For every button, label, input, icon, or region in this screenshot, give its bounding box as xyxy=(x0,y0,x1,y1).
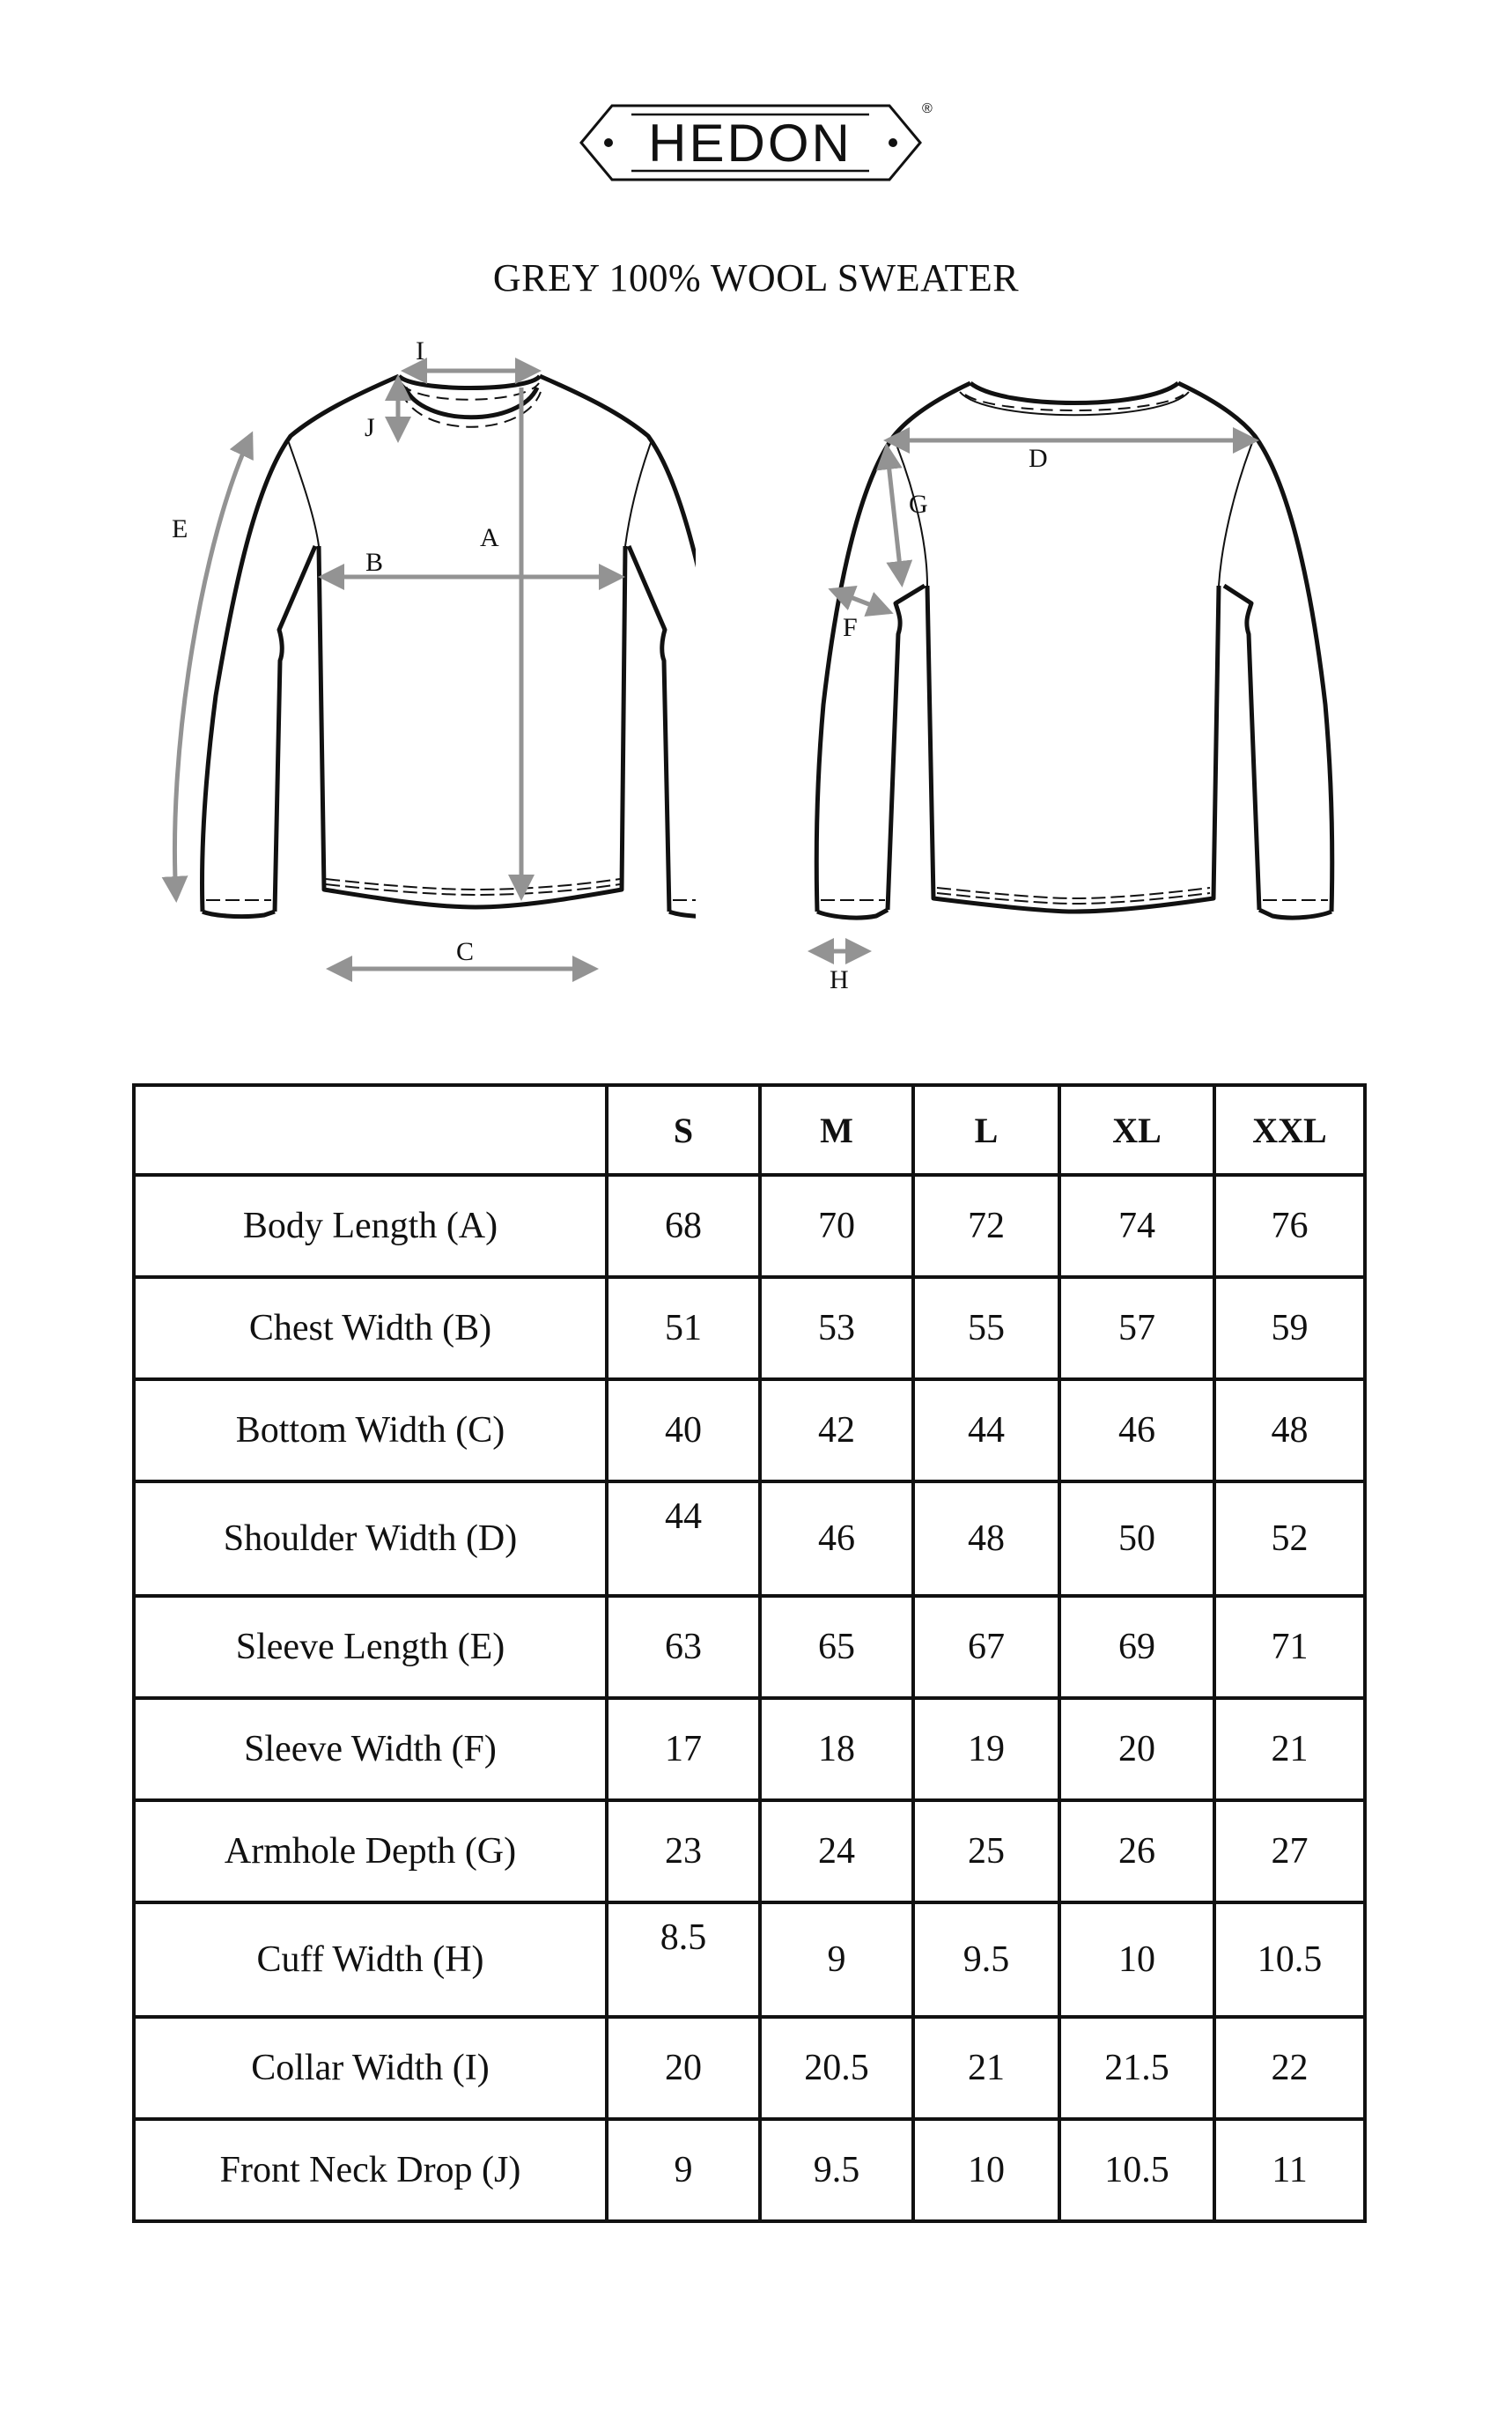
cell-value: 21 xyxy=(913,2017,1059,2119)
cell-value: 23 xyxy=(607,1800,760,1902)
label-a: A xyxy=(480,523,499,552)
cell-value: 9.5 xyxy=(913,1902,1059,2017)
cell-value: 70 xyxy=(760,1175,913,1277)
cell-value: 69 xyxy=(1059,1596,1214,1698)
cell-value: 48 xyxy=(913,1481,1059,1596)
table-row xyxy=(134,1698,1365,1800)
label-d: D xyxy=(1029,444,1048,473)
cell-value: 20.5 xyxy=(760,2017,913,2119)
cell-value: 10.5 xyxy=(1059,2119,1214,2221)
cell-value: 46 xyxy=(1059,1379,1214,1481)
cell-value: 76 xyxy=(1214,1175,1365,1277)
label-g: G xyxy=(909,490,928,519)
table-row xyxy=(134,2017,1365,2119)
cell-value: 21.5 xyxy=(1059,2017,1214,2119)
table-row xyxy=(134,1481,1365,1596)
size-header-l: L xyxy=(913,1085,1059,1175)
size-header-m: M xyxy=(760,1085,913,1175)
cell-value: 17 xyxy=(607,1698,760,1800)
cell-value: 44 xyxy=(607,1481,760,1596)
cell-value: 51 xyxy=(607,1277,760,1379)
table-header-row xyxy=(134,1085,1365,1175)
cell-value: 20 xyxy=(1059,1698,1214,1800)
row-label: Body Length (A) xyxy=(134,1175,607,1277)
cell-value: 9.5 xyxy=(760,2119,913,2221)
cell-value: 72 xyxy=(913,1175,1059,1277)
size-header-xxl: XXL xyxy=(1214,1085,1365,1175)
label-j: J xyxy=(365,413,375,442)
label-b: B xyxy=(365,548,384,577)
row-label: Armhole Depth (G) xyxy=(134,1800,607,1902)
registered-mark: ® xyxy=(922,101,933,116)
cell-value: 42 xyxy=(760,1379,913,1481)
cell-value: 44 xyxy=(913,1379,1059,1481)
cell-value: 11 xyxy=(1214,2119,1365,2221)
cell-value: 63 xyxy=(607,1596,760,1698)
table-row xyxy=(134,1596,1365,1698)
cell-value: 50 xyxy=(1059,1481,1214,1596)
cell-value: 52 xyxy=(1214,1481,1365,1596)
label-c: C xyxy=(456,937,475,966)
row-label: Collar Width (I) xyxy=(134,2017,607,2119)
cell-value: 10 xyxy=(1059,1902,1214,2017)
row-label: Sleeve Width (F) xyxy=(134,1698,607,1800)
cell-value: 46 xyxy=(760,1481,913,1596)
cell-value: 20 xyxy=(607,2017,760,2119)
cell-value: 8.5 xyxy=(607,1902,760,2017)
cell-value: 24 xyxy=(760,1800,913,1902)
cell-value: 68 xyxy=(607,1175,760,1277)
cell-value: 18 xyxy=(760,1698,913,1800)
row-label: Sleeve Length (E) xyxy=(134,1596,607,1698)
label-h: H xyxy=(830,965,849,994)
cell-value: 53 xyxy=(760,1277,913,1379)
size-chart-table xyxy=(132,1083,1367,2223)
corner-cell xyxy=(134,1085,607,1175)
cell-value: 10 xyxy=(913,2119,1059,2221)
cell-value: 71 xyxy=(1214,1596,1365,1698)
table-row xyxy=(134,1800,1365,1902)
cell-value: 9 xyxy=(607,2119,760,2221)
size-header-xl: XL xyxy=(1059,1085,1214,1175)
cell-value: 55 xyxy=(913,1277,1059,1379)
back-view-diagram xyxy=(784,352,1365,1004)
cell-value: 26 xyxy=(1059,1800,1214,1902)
cell-value: 9 xyxy=(760,1902,913,2017)
label-e: E xyxy=(172,514,188,543)
cell-value: 40 xyxy=(607,1379,760,1481)
cell-value: 19 xyxy=(913,1698,1059,1800)
cell-value: 25 xyxy=(913,1800,1059,1902)
product-title: GREY 100% WOOL SWEATER xyxy=(492,256,1020,299)
table-row xyxy=(134,1175,1365,1277)
cell-value: 48 xyxy=(1214,1379,1365,1481)
table-row xyxy=(134,2119,1365,2221)
row-label: Front Neck Drop (J) xyxy=(134,2119,607,2221)
cell-value: 65 xyxy=(760,1596,913,1698)
cell-value: 22 xyxy=(1214,2017,1365,2119)
label-f: F xyxy=(843,613,858,642)
row-label: Bottom Width (C) xyxy=(134,1379,607,1481)
cell-value: 57 xyxy=(1059,1277,1214,1379)
cell-value: 21 xyxy=(1214,1698,1365,1800)
cell-value: 67 xyxy=(913,1596,1059,1698)
table-row xyxy=(134,1902,1365,2017)
front-view-diagram xyxy=(150,326,696,995)
row-label: Cuff Width (H) xyxy=(134,1902,607,2017)
brand-logo xyxy=(577,97,933,194)
size-header-s: S xyxy=(607,1085,760,1175)
label-i: I xyxy=(416,336,424,366)
table-row xyxy=(134,1277,1365,1379)
hedon-logo-icon xyxy=(577,97,933,194)
row-label: Chest Width (B) xyxy=(134,1277,607,1379)
table-row xyxy=(134,1379,1365,1481)
cell-value: 74 xyxy=(1059,1175,1214,1277)
row-label: Shoulder Width (D) xyxy=(134,1481,607,1596)
cell-value: 10.5 xyxy=(1214,1902,1365,2017)
cell-value: 27 xyxy=(1214,1800,1365,1902)
brand-name: HEDON xyxy=(648,114,852,173)
cell-value: 59 xyxy=(1214,1277,1365,1379)
